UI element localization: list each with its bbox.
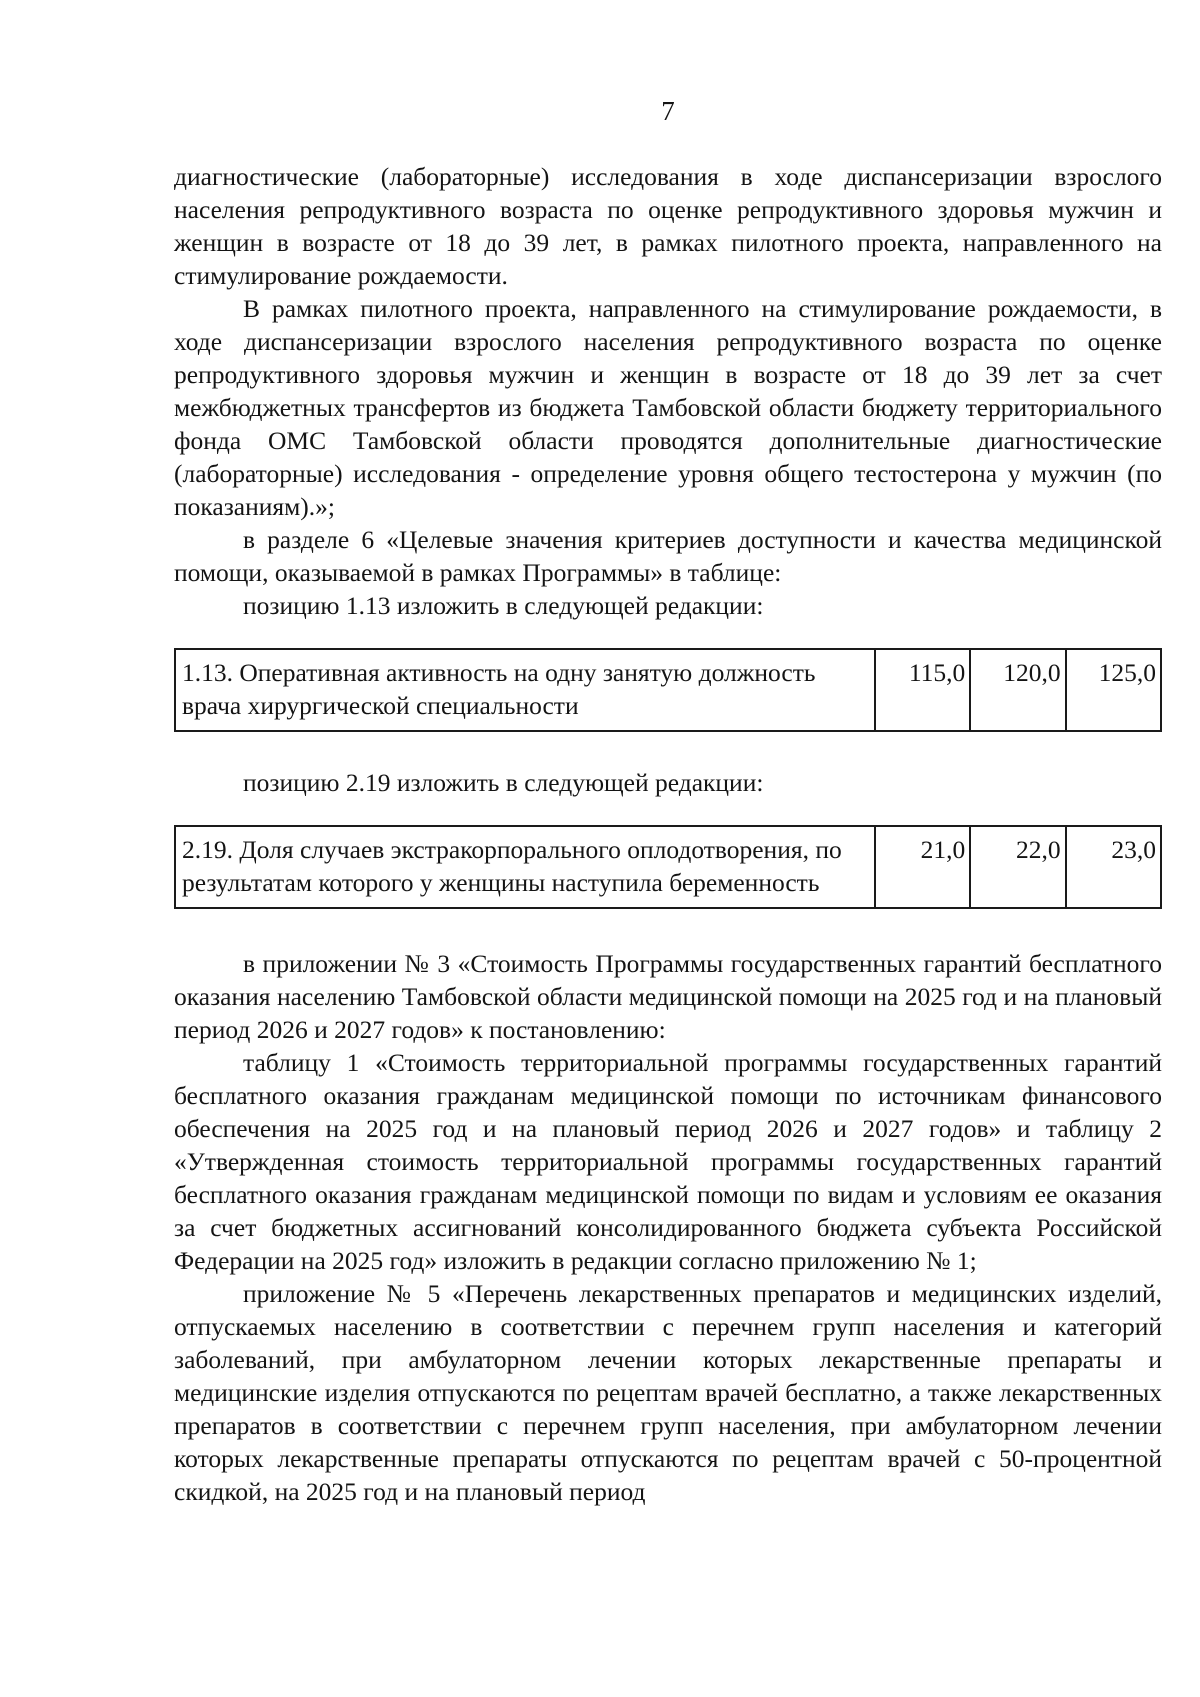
value-cell: 21,0 [875, 826, 970, 908]
document-page [174, 0, 1162, 1697]
page-number: 7 [661, 96, 675, 126]
position-name: 1.13. Оперативная активность на одну занятую должность врача хирургической специальности [175, 649, 875, 731]
paragraph-6: в приложении № 3 «Стоимость Программы государственных гарантий бесплатного оказания населению Тамбовской области медицинской помощи на 2025 год и на плановый период 2026 и 2027 годов» к постановлению: [174, 949, 1162, 1044]
paragraph-7: таблицу 1 «Стоимость территориальной программы государственных гарантий бесплатного оказания гражданам медицинской помощи по источникам финансового обеспечения на 2025 год и на плановый период 2026 и 2027 годов» и таблицу 2 «Утвержденная стоимость территориальной программы государственных гарантий бесплатного оказания гражданам медицинской помощи по видам и условиям ее оказания за счет бюджетных ассигнований консолидированного бюджета субъекта Российской Федерации на 2025 год» изложить в редакции согласно приложению № 1; [174, 1048, 1162, 1275]
position-name: 2.19. Доля случаев экстракорпорального оплодотворения, по результатам которого у женщины наступила беременность [175, 826, 875, 908]
paragraph-8: приложение № 5 «Перечень лекарственных препаратов и медицинских изделий, отпускаемых населению в соответствии с перечнем групп населения и категорий заболеваний, при амбулаторном лечении которых лекарственные препараты и медицинские изделия отпускаются по рецептам врачей бесплатно, а также лекарственных препаратов в соответствии с перечнем групп населения, при амбулаторном лечении которых лекарственные препараты отпускаются по рецептам врачей с 50-процентной скидкой, на 2025 год и на плановый период [174, 1279, 1162, 1506]
table-row [175, 826, 1161, 908]
value-cell: 22,0 [970, 826, 1065, 908]
paragraph-1: диагностические (лабораторные) исследования в ходе диспансеризации взрослого населения репродуктивного возраста по оценке репродуктивного здоровья мужчин и женщин в возрасте от 18 до 39 лет, в рамках пилотного проекта, направленного на стимулирование рождаемости. [174, 162, 1162, 290]
paragraph-4: позицию 1.13 изложить в следующей редакции: [243, 591, 764, 620]
table-position-2-19 [174, 825, 1162, 909]
paragraph-3: в разделе 6 «Целевые значения критериев доступности и качества медицинской помощи, оказываемой в рамках Программы» в таблице: [174, 525, 1162, 587]
value-cell: 120,0 [970, 649, 1065, 731]
table-position-1-13 [174, 648, 1162, 732]
value-cell: 125,0 [1066, 649, 1161, 731]
value-cell: 23,0 [1066, 826, 1161, 908]
document-body [174, 160, 1162, 1508]
paragraph-5: позицию 2.19 изложить в следующей редакции: [243, 768, 764, 797]
table-row [175, 649, 1161, 731]
paragraph-2: В рамках пилотного проекта, направленного на стимулирование рождаемости, в ходе диспансеризации взрослого населения репродуктивного возраста по оценке репродуктивного здоровья мужчин и женщин в возрасте от 18 до 39 лет за счет межбюджетных трансфертов из бюджета Тамбовской области бюджету территориального фонда ОМС Тамбовской области проводятся дополнительные диагностические (лабораторные) исследования - определение уровня общего тестостерона у мужчин (по показаниям).»; [174, 294, 1162, 521]
value-cell: 115,0 [875, 649, 970, 731]
